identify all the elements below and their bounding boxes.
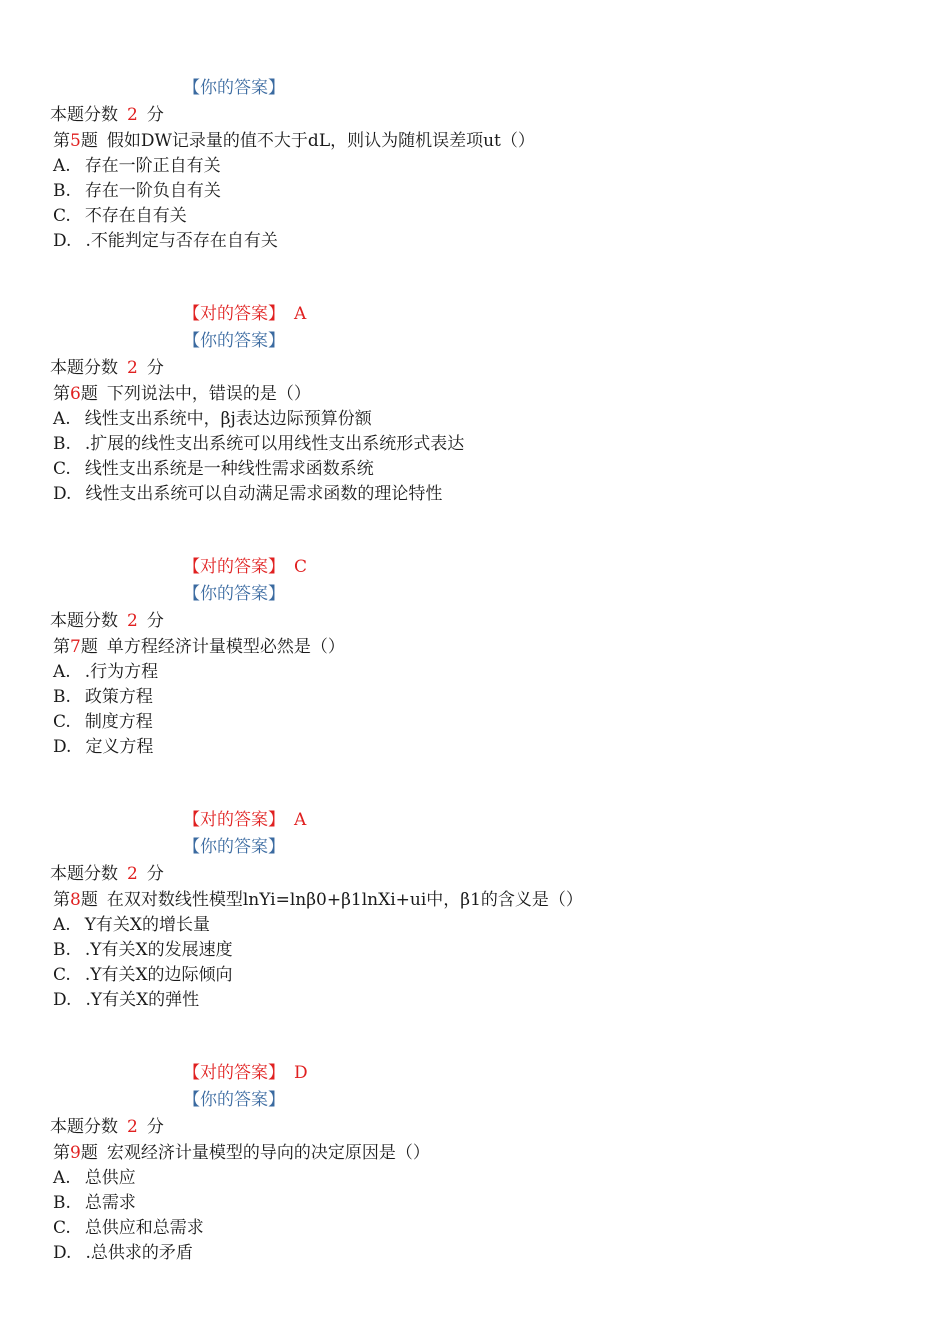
- score-value: 2: [127, 105, 138, 125]
- option-d: [53, 736, 153, 758]
- question-prefix: 第: [53, 890, 70, 910]
- option-text: 不存在自有关: [84, 206, 187, 226]
- option-c: [53, 711, 153, 733]
- your-answer-label: 【你的答案】: [183, 584, 285, 604]
- correct-answer-line: [183, 809, 306, 831]
- option-letter: B.: [53, 687, 71, 707]
- option-letter: C.: [53, 965, 71, 985]
- correct-answer-line: [183, 556, 307, 578]
- option-letter: D.: [53, 737, 72, 757]
- score-value: 2: [127, 1117, 138, 1137]
- option-text: .Y有关X的边际倾向: [84, 965, 233, 985]
- option-d: [53, 483, 442, 505]
- option-c: [53, 1217, 204, 1239]
- option-text: .不能判定与否存在自有关: [85, 231, 278, 251]
- option-text: 存在一阶负自有关: [84, 181, 221, 201]
- option-letter: C.: [53, 459, 71, 479]
- option-a: [53, 408, 372, 430]
- option-text: 线性支出系统是一种线性需求函数系统: [84, 459, 374, 479]
- option-text: 总需求: [84, 1193, 136, 1213]
- correct-answer-line: [183, 303, 306, 325]
- score-line: [50, 104, 164, 126]
- option-b: [53, 1192, 136, 1214]
- score-label: 本题分数: [50, 611, 118, 631]
- question-prefix: 第: [53, 384, 70, 404]
- question-text: 单方程经济计量模型必然是（）: [106, 637, 345, 657]
- option-b: [53, 433, 464, 455]
- option-a: [53, 661, 158, 683]
- question-number: 8: [70, 890, 81, 910]
- score-unit: 分: [146, 611, 164, 631]
- question-suffix: 题: [80, 890, 98, 910]
- option-text: .Y有关X的弹性: [85, 990, 200, 1010]
- option-text: .Y有关X的发展速度: [84, 940, 233, 960]
- score-label: 本题分数: [50, 358, 118, 378]
- option-letter: B.: [53, 1193, 71, 1213]
- option-d: [53, 230, 278, 252]
- your-answer-label: 【你的答案】: [183, 837, 285, 857]
- option-c: [53, 205, 187, 227]
- score-unit: 分: [146, 864, 164, 884]
- option-text: .行为方程: [84, 662, 159, 682]
- score-value: 2: [127, 358, 138, 378]
- option-letter: B.: [53, 181, 71, 201]
- question-number: 7: [70, 637, 81, 657]
- option-letter: D.: [53, 1243, 72, 1263]
- score-unit: 分: [146, 1117, 164, 1137]
- option-letter: A.: [53, 409, 71, 429]
- score-value: 2: [127, 611, 138, 631]
- correct-answer-value: D: [294, 1063, 308, 1083]
- option-text: 线性支出系统中，βj表达边际预算份额: [84, 409, 372, 429]
- question-prefix: 第: [53, 131, 70, 151]
- score-unit: 分: [146, 358, 164, 378]
- option-text: 存在一阶正自有关: [84, 156, 221, 176]
- your-answer-label: 【你的答案】: [183, 78, 285, 98]
- option-letter: B.: [53, 940, 71, 960]
- option-d: [53, 1242, 193, 1264]
- question-suffix: 题: [80, 131, 98, 151]
- score-line: [50, 357, 164, 379]
- score-line: [50, 863, 164, 885]
- option-c: [53, 964, 233, 986]
- option-text: 总供应: [84, 1168, 136, 1188]
- option-letter: C.: [53, 1218, 71, 1238]
- option-text: .扩展的线性支出系统可以用线性支出系统形式表达: [84, 434, 465, 454]
- correct-answer-label: 【对的答案】: [183, 1063, 285, 1083]
- score-label: 本题分数: [50, 105, 118, 125]
- option-text: 线性支出系统可以自动满足需求函数的理论特性: [85, 484, 443, 504]
- question-number: 5: [70, 131, 81, 151]
- option-text: 政策方程: [84, 687, 153, 707]
- question-text: 宏观经济计量模型的导向的决定原因是（）: [106, 1143, 430, 1163]
- question-line: [53, 889, 583, 911]
- score-value: 2: [127, 864, 138, 884]
- option-a: [53, 914, 210, 936]
- option-letter: B.: [53, 434, 71, 454]
- question-text: 假如DW记录量的值不大于dL，则认为随机误差项ut（）: [106, 131, 535, 151]
- question-prefix: 第: [53, 637, 70, 657]
- correct-answer-value: C: [294, 557, 308, 577]
- option-letter: A.: [53, 1168, 71, 1188]
- correct-answer-label: 【对的答案】: [183, 557, 285, 577]
- question-number: 6: [70, 384, 81, 404]
- correct-answer-value: A: [294, 304, 307, 324]
- option-letter: D.: [53, 990, 72, 1010]
- question-line: [53, 383, 311, 405]
- question-suffix: 题: [80, 637, 98, 657]
- option-text: 总供应和总需求: [84, 1218, 204, 1238]
- question-suffix: 题: [80, 384, 98, 404]
- your-answer-label: 【你的答案】: [183, 331, 285, 351]
- option-letter: D.: [53, 231, 72, 251]
- question-line: [53, 130, 535, 152]
- option-letter: D.: [53, 484, 72, 504]
- score-unit: 分: [146, 105, 164, 125]
- correct-answer-value: A: [294, 810, 307, 830]
- option-a: [53, 1167, 136, 1189]
- option-text: 定义方程: [85, 737, 154, 757]
- option-a: [53, 155, 221, 177]
- option-b: [53, 939, 233, 961]
- option-text: 制度方程: [84, 712, 153, 732]
- correct-answer-label: 【对的答案】: [183, 304, 285, 324]
- question-prefix: 第: [53, 1143, 70, 1163]
- correct-answer-label: 【对的答案】: [183, 810, 285, 830]
- question-suffix: 题: [80, 1143, 98, 1163]
- option-letter: C.: [53, 206, 71, 226]
- score-line: [50, 1116, 164, 1138]
- option-text: Y有关X的增长量: [84, 915, 211, 935]
- score-label: 本题分数: [50, 864, 118, 884]
- option-b: [53, 180, 221, 202]
- score-line: [50, 610, 164, 632]
- option-letter: A.: [53, 662, 71, 682]
- option-letter: A.: [53, 915, 71, 935]
- correct-answer-line: [183, 1062, 308, 1084]
- question-number: 9: [70, 1143, 81, 1163]
- question-line: [53, 636, 345, 658]
- option-c: [53, 458, 374, 480]
- question-line: [53, 1142, 430, 1164]
- question-text: 在双对数线性模型lnYi=lnβ0+β1lnXi+ui中，β1的含义是（）: [106, 890, 583, 910]
- option-text: .总供求的矛盾: [85, 1243, 193, 1263]
- option-letter: A.: [53, 156, 71, 176]
- question-text: 下列说法中，错误的是（）: [106, 384, 311, 404]
- option-d: [53, 989, 199, 1011]
- option-b: [53, 686, 153, 708]
- your-answer-label: 【你的答案】: [183, 1090, 285, 1110]
- option-letter: C.: [53, 712, 71, 732]
- score-label: 本题分数: [50, 1117, 118, 1137]
